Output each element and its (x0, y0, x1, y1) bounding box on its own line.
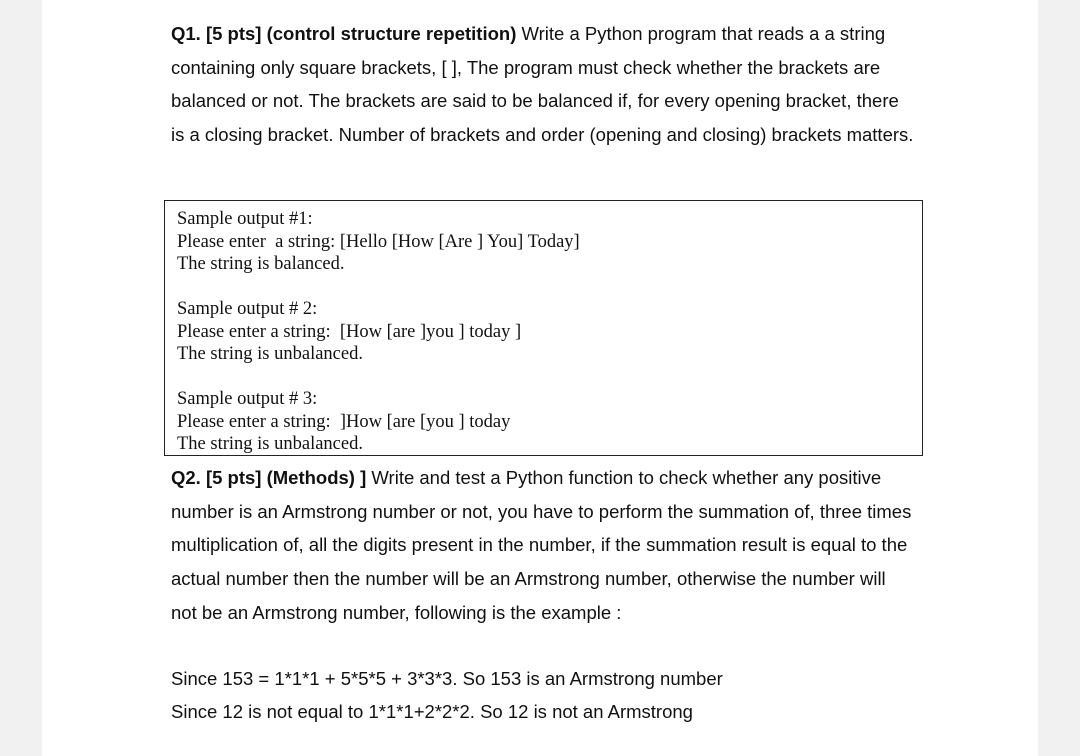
example-line-1: Since 153 = 1*1*1 + 5*5*5 + 3*3*3. So 153 is an Armstrong number (171, 668, 723, 689)
question-2-heading: Q2. [5 pts] (Methods) ] (171, 467, 367, 488)
sample-result: The string is unbalanced. (177, 434, 363, 454)
sample-output-box (164, 200, 923, 456)
sample-title: Sample output # 3: (177, 389, 318, 409)
sample-output-2 (177, 298, 521, 366)
question-2 (171, 461, 916, 630)
sample-input: Please enter a string: [Hello [How [Are ] You] Today] (177, 231, 580, 252)
sample-output-3 (177, 388, 510, 456)
sample-input: Please enter a string: [How [are ]you ] today ] (177, 321, 522, 342)
example-line-2: Since 12 is not equal to 1*1*1+2*2*2. So 12 is not an Armstrong (171, 701, 693, 722)
sample-title: Sample output #1: (177, 209, 313, 229)
question-1-heading: Q1. [5 pts] (control structure repetition) (171, 23, 517, 44)
question-2-text: Write and test a Python function to check whether any positive number is an Armstrong number or not, you have to perform the summation of, three times multiplication of, all the digits present in the number, if the summation result is equal to the actual number then the number will be an Armstrong number, otherwise the number will not be an Armstrong number, following is the example : (171, 467, 912, 623)
question-1 (171, 17, 916, 152)
sample-result: The string is unbalanced. (177, 344, 363, 364)
sample-input: Please enter a string: ]How [are [you ] today (177, 411, 511, 432)
sample-output-1 (177, 208, 580, 276)
sample-title: Sample output # 2: (177, 299, 318, 319)
sample-result: The string is balanced. (177, 254, 345, 274)
question-1-text: Write a Python program that reads a a string containing only square brackets, [ ], The program must check whether the brackets are balanced or not. The brackets are said to be balanced if, for every opening bracket, there is a closing bracket. Number of brackets and order (opening and closing) brackets matters. (171, 23, 914, 146)
